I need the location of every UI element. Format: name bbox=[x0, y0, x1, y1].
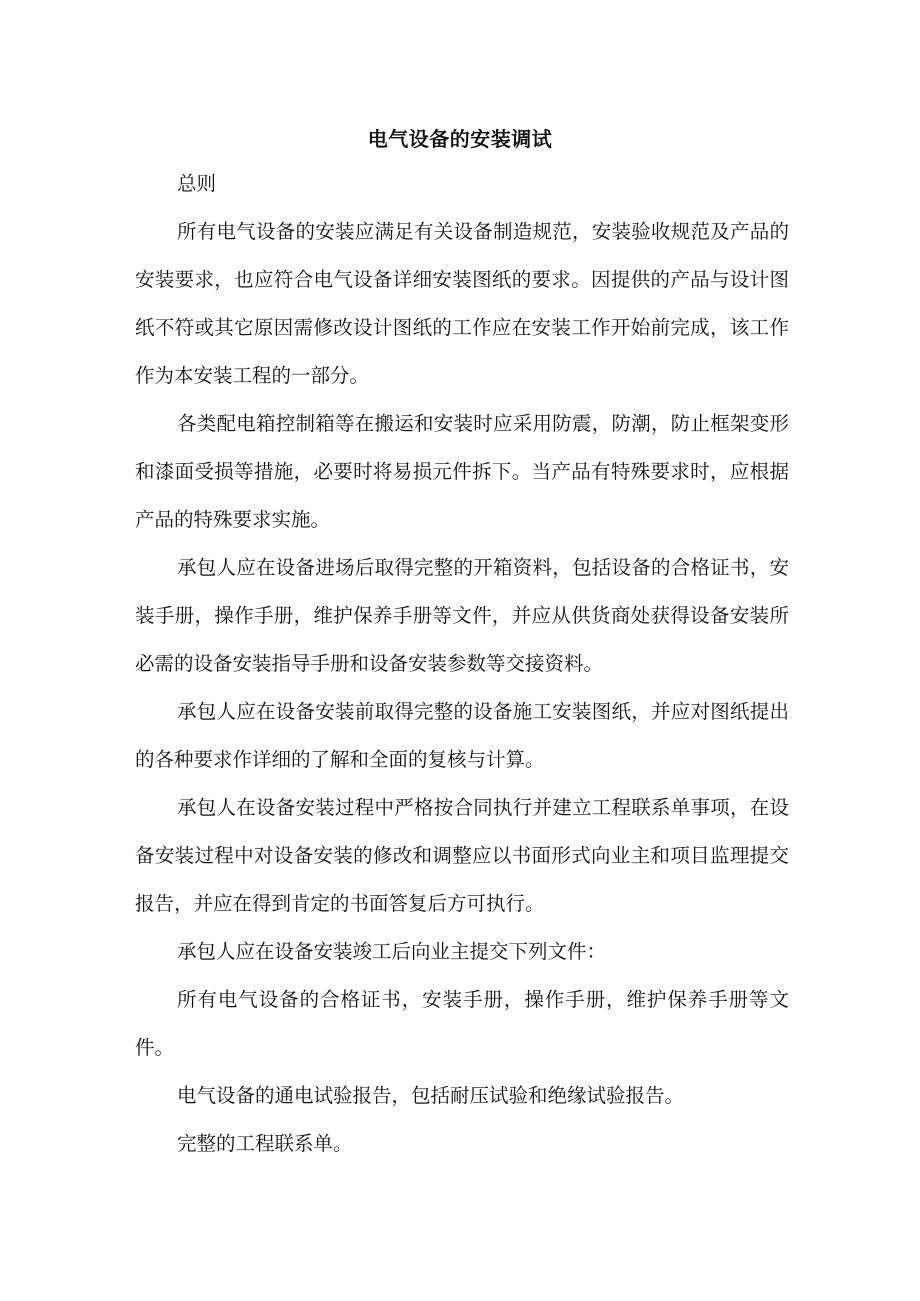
list-item-contact-sheet: 完整的工程联系单。 bbox=[177, 1132, 353, 1155]
paragraph-installation-requirements: 所有电气设备的安装应满足有关设备制造规范，安装验收规范及产品的安装要求，也应符合电气设备详细安装图纸的要求。因提供的产品与设计图纸不符或其它原因需修改设计图纸的工作应在安装工作开始前完成，该工作作为本安装工程的一部分。 bbox=[135, 220, 789, 387]
paragraph-opening-documents: 承包人应在设备进场后取得完整的开箱资料，包括设备的合格证书，安装手册，操作手册，维护保养手册等文件，并应从供货商处获得设备安装所必需的设备安装指导手册和设备安装参数等交接资料。 bbox=[135, 556, 789, 675]
paragraph-completion-documents: 承包人应在设备安装竣工后向业主提交下列文件： bbox=[177, 940, 607, 963]
paragraph-construction-drawings: 承包人应在设备安装前取得完整的设备施工安装图纸，并应对图纸提出的各种要求作详细的了解和全面的复核与计算。 bbox=[135, 700, 789, 771]
document-title: 电气设备的安装调试 bbox=[367, 127, 553, 151]
list-item-certificates: 所有电气设备的合格证书，安装手册，操作手册，维护保养手册等文件。 bbox=[135, 988, 789, 1059]
list-item-test-report: 电气设备的通电试验报告，包括耐压试验和绝缘试验报告。 bbox=[177, 1084, 685, 1107]
paragraph-handling-measures: 各类配电箱控制箱等在搬运和安装时应采用防震，防潮，防止框架变形和漆面受损等措施，必要时将易损元件拆下。当产品有特殊要求时，应根据产品的特殊要求实施。 bbox=[135, 412, 789, 531]
paragraph-general: 总则 bbox=[177, 172, 217, 195]
paragraph-contact-sheet: 承包人在设备安装过程中严格按合同执行并建立工程联系单事项，在设备安装过程中对设备安装的修改和调整应以书面形式向业主和项目监理提交报告，并应在得到肯定的书面答复后方可执行。 bbox=[135, 796, 789, 915]
